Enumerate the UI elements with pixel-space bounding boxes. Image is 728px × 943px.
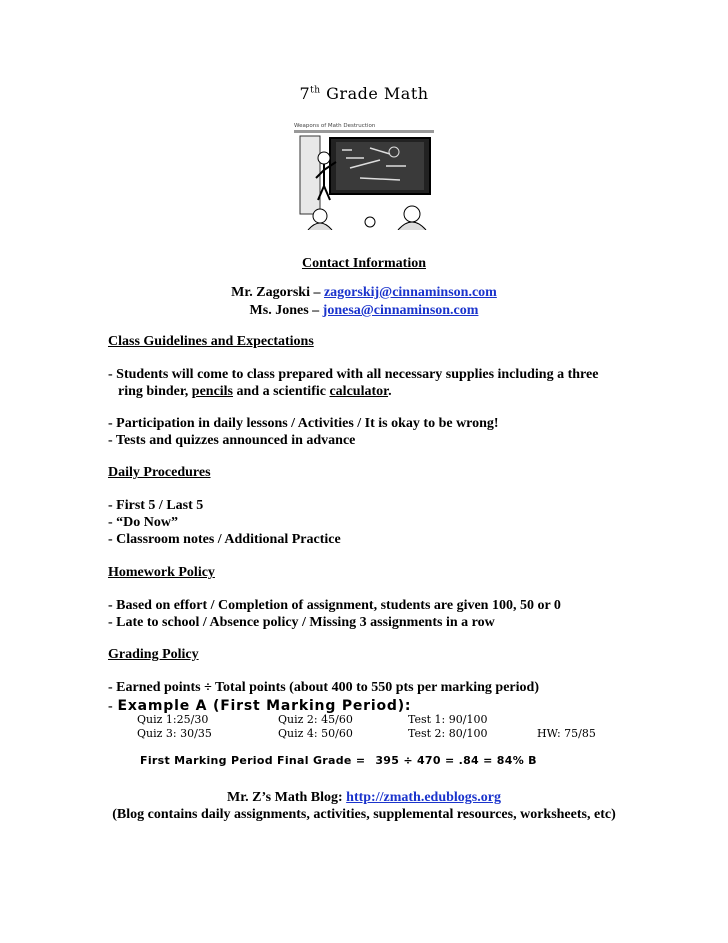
contact-name-jones: Ms. Jones – (249, 303, 323, 318)
score-test-2: Test 2: 80/100 (408, 727, 488, 740)
score-quiz-2: Quiz 2: 45/60 (278, 713, 353, 726)
text-fragment: and a scientific (233, 384, 330, 399)
homework-heading: Homework Policy (108, 565, 215, 580)
guideline-item: - Participation in daily lessons / Activities / It is okay to be wrong! (108, 416, 499, 431)
daily-heading: Daily Procedures (108, 465, 211, 480)
contact-line-jones (0, 303, 728, 319)
classroom-illustration (290, 118, 438, 230)
guideline-item: - Students will come to class prepared with all necessary supplies including a three (108, 367, 599, 382)
score-test-1: Test 1: 90/100 (408, 713, 488, 726)
final-grade-label: First Marking Period Final Grade = (140, 754, 366, 767)
pencils-word: pencils (191, 384, 234, 399)
example-dash: - (108, 699, 114, 714)
final-grade (140, 754, 537, 767)
title-rest: Grade Math (320, 84, 429, 103)
score-quiz-1: Quiz 1:25/30 (137, 713, 209, 726)
grading-item: - Earned points ÷ Total points (about 400 to 550 pts per marking period) (108, 680, 539, 695)
homework-item: - Late to school / Absence policy / Missing 3 assignments in a row (108, 615, 495, 630)
example-title: Example A (First Marking Period): (117, 698, 412, 714)
guideline-item-cont (118, 384, 392, 400)
guidelines-heading: Class Guidelines and Expectations (108, 334, 314, 349)
text-fragment: . (388, 384, 392, 399)
daily-item: - “Do Now” (108, 515, 178, 530)
score-quiz-4: Quiz 4: 50/60 (278, 727, 353, 740)
daily-item: - Classroom notes / Additional Practice (108, 532, 341, 547)
homework-item: - Based on effort / Completion of assignment, students are given 100, 50 or 0 (108, 598, 561, 613)
text-fragment: ring binder, (118, 384, 192, 399)
guideline-item: - Tests and quizzes announced in advance (108, 433, 356, 448)
contact-name-zagorski: Mr. Zagorski – (231, 285, 324, 300)
calculator-word: calculator (329, 384, 389, 399)
score-quiz-3: Quiz 3: 30/35 (137, 727, 212, 740)
contact-line-zagorski (0, 285, 728, 301)
illustration-caption: Weapons of Math Destruction (294, 123, 376, 129)
email-link-jones[interactable]: jonesa@cinnaminson.com (322, 303, 479, 318)
blog-line (0, 790, 728, 806)
blog-link[interactable]: http://zmath.edublogs.org (346, 790, 501, 805)
daily-item: - First 5 / Last 5 (108, 498, 204, 513)
blog-description: (Blog contains daily assignments, activities, supplemental resources, worksheets, etc) (112, 807, 616, 822)
email-link-zagorski[interactable]: zagorskij@cinnaminson.com (323, 285, 497, 300)
final-grade-calc: 395 ÷ 470 = .84 = 84% B (375, 754, 537, 767)
title-base: 7 (299, 84, 311, 103)
contact-heading: Contact Information (301, 256, 427, 271)
title-sup: th (310, 85, 321, 96)
score-homework: HW: 75/85 (537, 727, 596, 740)
grading-heading: Grading Policy (108, 647, 199, 662)
blog-label: Mr. Z’s Math Blog: (227, 790, 347, 805)
page-title (0, 84, 728, 103)
